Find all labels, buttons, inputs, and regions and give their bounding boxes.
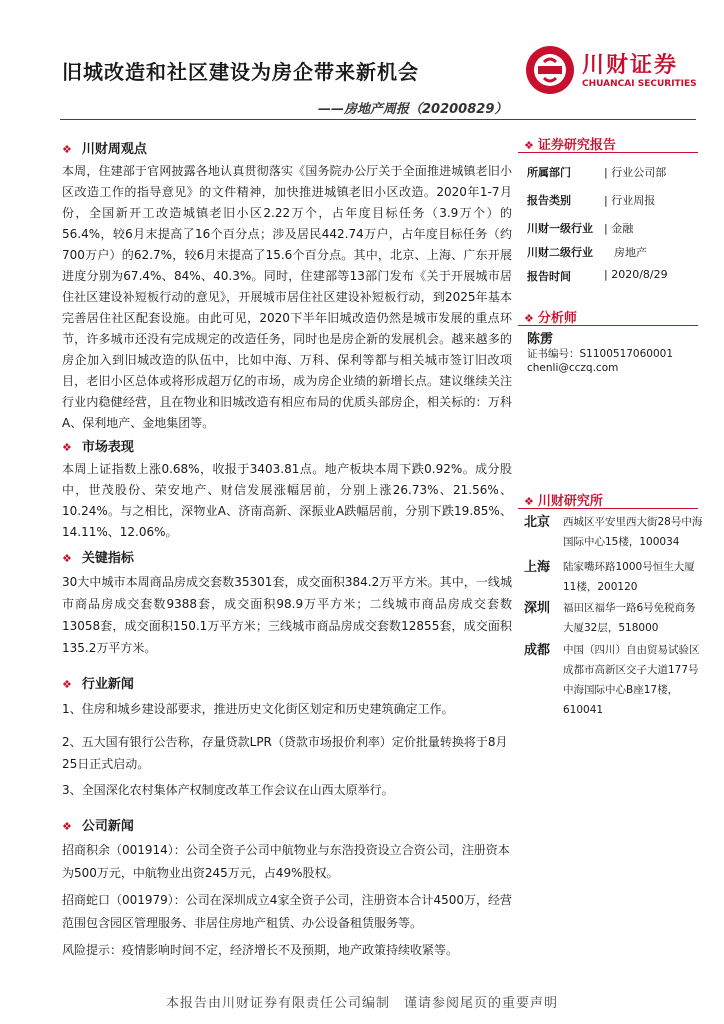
- indicators-paragraph: 30大中城市本周商品房成交套数35301套，成交面积384.2万平方米。其中，一线城市商品房成交套数9388套，成交面积98.9万平方米；二线城市商品房成交套数13058套，成交面积150.1万平方米；三线城市商品房成交套数12855套，成交面积135.2万平方米。: [62, 575, 512, 655]
- industry-news-item: 2、五大国有银行公告称，存量贷款LPR（贷款市场报价利率）定价批量转换将于8月25日正式启动。: [62, 735, 508, 771]
- sidebar-divider: [518, 152, 698, 153]
- sidebar-heading-analyst: ❖ 分析师: [524, 311, 577, 326]
- analyst-name: 陈雳: [527, 332, 554, 347]
- diamond-icon: ❖: [62, 678, 72, 691]
- logo-english-name: CHUANCAI SECURITIES: [582, 79, 697, 89]
- diamond-icon: ❖: [524, 139, 534, 152]
- market-paragraph: 本周上证指数上涨0.68%，收报于3403.81点。地产板块本周下跌0.92%。成分股中，世茂股份、荣安地产、财信发展涨幅居前，分别上涨26.73%、21.56%、10.24%。与之相比，深物业A、济南高新、深振业A跌幅居前，分别下跌19.85%、14.11%、12.06%。: [62, 462, 512, 539]
- diamond-icon: ❖: [62, 552, 72, 565]
- section-heading-market: ❖ 市场表现: [62, 440, 134, 455]
- company-logo: [524, 44, 697, 96]
- report-title: 旧城改造和社区建设为房企带来新机会: [62, 60, 419, 84]
- office-address: 福田区福华一路6号免税商务大厦32层，518000: [563, 602, 696, 634]
- info-value: | 行业公司部: [604, 166, 667, 179]
- diamond-icon: ❖: [524, 495, 534, 508]
- logo-name: 川财证券: [582, 53, 679, 78]
- view-paragraph: 本周，住建部于官网披露各地认真贯彻落实《国务院办公厅关于全面推进城镇老旧小区改造工作的指导意见》的文件精神，加快推进城镇老旧小区改造。2020年1-7月份，全国新开工改造城镇老旧小区2.22万个，占年度目标任务（3.9万个）的56.4%，较6月末提高了16个百分点；涉及居民442.74万户，占年度目标任务（约700万户）的62.7%，较6月末提高了15.6个百分点。其中，北京、上海、广东开展进度分别为67.4%、84%、40.3%。同时，住建部等13部门发布《关于开展城市居住社区建设补短板行动的意见》，开展城市居住社区建设补短板行动，到2025年基本完善居住社区配套设施。由此可见，2020下半年旧城改造仍然是城市发展的重点环节，许多城市还没有完成规定的改造任务，同时也是房企新的发展机会。越来越多的房企加入到旧城改造的队伍中，比如中海、万科、保利等都与相关城市签订旧改项目，老旧小区总体或将形成超万亿的市场，成为房企业绩的新增长点。建议继续关注行业内稳健经营，且在物业和旧城改造有相应布局的优质头部房企，相关标的：万科A、保利地产、金地集团等。: [62, 164, 512, 430]
- industry-news-item: 1、住房和城乡建设部要求，推进历史文化街区划定和历史建筑确定工作。: [62, 702, 454, 716]
- sidebar-divider: [518, 325, 698, 326]
- info-label: 所属部门: [527, 166, 571, 179]
- header-divider: [60, 119, 696, 120]
- diamond-icon: ❖: [62, 441, 72, 454]
- office-city: 成都: [524, 643, 551, 658]
- company-news-item: 招商积余（001914）：公司全资子公司中航物业与东浩投资设立合资公司，注册资本为500万元，中航物业出资245万元，占49%股权。: [62, 843, 510, 880]
- office-address: 陆家嘴环路1000号恒生大厦11楼，200120: [563, 561, 695, 593]
- info-label: 报告时间: [527, 270, 571, 283]
- diamond-icon: ❖: [62, 820, 72, 833]
- section-heading-indicators: ❖ 关键指标: [62, 551, 134, 566]
- sidebar-divider: [518, 508, 698, 509]
- info-value: | 2020/8/29: [604, 268, 668, 281]
- info-value: | 金融: [604, 222, 634, 235]
- analyst-email[interactable]: chenli@cczq.com: [527, 362, 619, 374]
- analyst-certificate: 证书编号：S1100517060001: [527, 348, 674, 360]
- office-address: 中国（四川）自由贸易试验区成都市高新区交子大道177号中海国际中心B座17楼，610041: [563, 644, 700, 716]
- office-city: 北京: [524, 515, 551, 530]
- sidebar-heading-institute: ❖ 川财研究所: [524, 494, 603, 509]
- logo-emblem-icon: [524, 44, 576, 96]
- section-heading-view: ❖ 川财周观点: [62, 142, 147, 157]
- info-label: 川财二级行业: [527, 246, 593, 259]
- company-news-item: 招商蛇口（001979）：公司在深圳成立4家全资子公司，注册资本合计4500万，经营范围包含园区管理服务、非居住房地产租赁、办公设备租赁服务等。: [62, 893, 512, 930]
- info-value: | 行业周报: [604, 194, 656, 207]
- office-city: 上海: [524, 560, 551, 575]
- office-address: 西城区平安里西大街28号中海国际中心15楼，100034: [563, 516, 703, 548]
- diamond-icon: ❖: [524, 312, 534, 325]
- section-heading-company: ❖ 公司新闻: [62, 819, 134, 834]
- sidebar-heading-report: ❖ 证券研究报告: [524, 138, 616, 153]
- industry-news-item: 3、全国深化农村集体产权制度改革工作会议在山西太原举行。: [62, 783, 394, 797]
- info-label: 报告类别: [527, 194, 571, 207]
- risk-notice: 风险提示：疫情影响时间不定，经济增长不及预期，地产政策持续收紧等。: [62, 943, 459, 957]
- page-footer: 本报告由川财证券有限责任公司编制 谨请参阅尾页的重要声明: [165, 996, 558, 1011]
- report-subtitle: ——房地产周报（20200829）: [318, 102, 508, 117]
- info-value: 房地产: [614, 246, 647, 259]
- diamond-icon: ❖: [62, 143, 72, 156]
- info-label: 川财一级行业: [527, 222, 593, 235]
- office-city: 深圳: [524, 601, 551, 616]
- section-heading-industry: ❖ 行业新闻: [62, 677, 134, 692]
